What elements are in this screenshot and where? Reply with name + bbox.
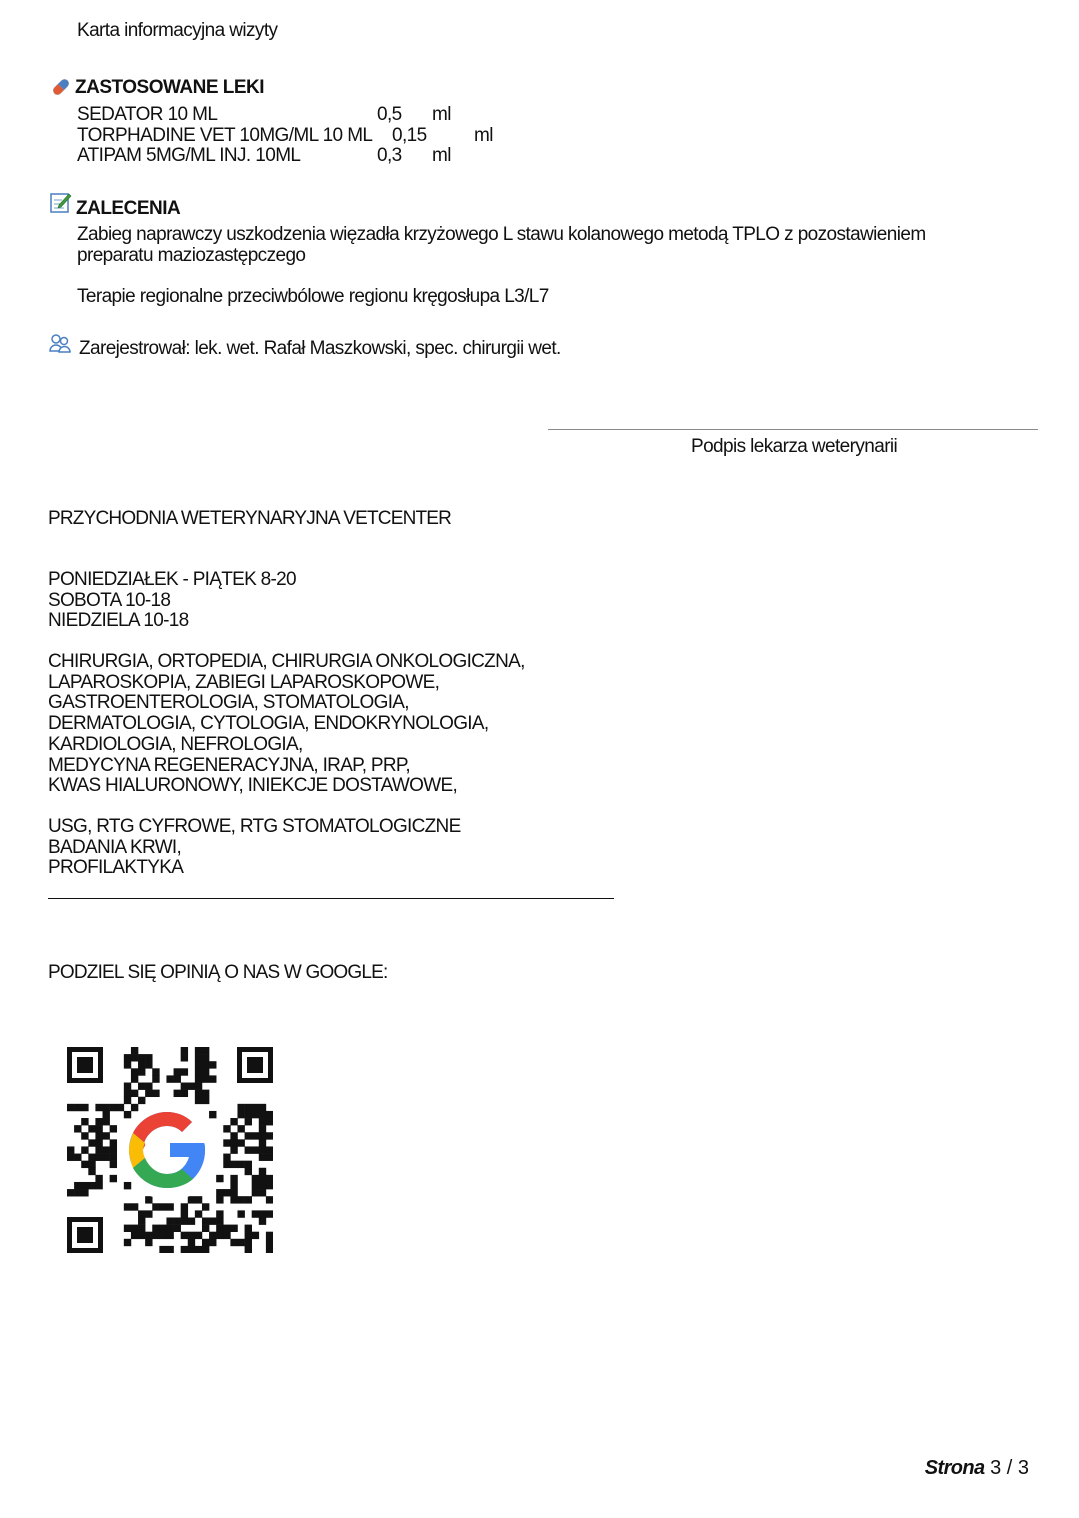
qr-module bbox=[245, 1132, 252, 1139]
qr-module bbox=[67, 1104, 74, 1111]
hours-line: PONIEDZIAŁEK - PIĄTEK 8-20 bbox=[48, 569, 296, 590]
medication-name: SEDATOR 10 ML bbox=[77, 104, 218, 125]
service-line: DERMATOLOGIA, CYTOLOGIA, ENDOKRYNOLOGIA, bbox=[48, 713, 489, 735]
qr-module bbox=[103, 1154, 110, 1161]
qr-module bbox=[166, 1246, 173, 1253]
qr-module bbox=[131, 1075, 138, 1082]
document-title: Karta informacyjna wizyty bbox=[77, 20, 278, 41]
qr-module bbox=[124, 1097, 131, 1104]
qr-code-graphic bbox=[67, 1047, 273, 1253]
qr-module bbox=[131, 1232, 138, 1239]
qr-module bbox=[209, 1239, 216, 1246]
qr-module bbox=[145, 1196, 152, 1203]
qr-module bbox=[223, 1139, 230, 1146]
qr-module bbox=[237, 1125, 244, 1132]
qr-module bbox=[209, 1232, 216, 1239]
qr-module bbox=[259, 1104, 266, 1111]
qr-module bbox=[95, 1154, 102, 1161]
qr-module bbox=[245, 1161, 252, 1168]
qr-module bbox=[131, 1203, 138, 1210]
qr-module bbox=[245, 1225, 252, 1232]
registered-by-text: Zarejestrował: lek. wet. Rafał Maszkowski, spec. chirurgii wet. bbox=[79, 338, 561, 359]
qr-module bbox=[103, 1132, 110, 1139]
qr-module bbox=[166, 1203, 173, 1210]
medication-dose: 0,15 bbox=[392, 125, 427, 146]
qr-module bbox=[152, 1232, 159, 1239]
qr-module bbox=[216, 1225, 223, 1232]
qr-module bbox=[181, 1217, 188, 1224]
qr-module bbox=[266, 1132, 273, 1139]
qr-module bbox=[195, 1075, 202, 1082]
qr-module bbox=[152, 1090, 159, 1097]
qr-module bbox=[188, 1239, 195, 1246]
clinic-services bbox=[48, 652, 525, 797]
qr-module bbox=[202, 1225, 209, 1232]
qr-module bbox=[124, 1054, 131, 1061]
qr-module bbox=[74, 1125, 81, 1132]
qr-module bbox=[252, 1104, 259, 1111]
qr-module bbox=[88, 1161, 95, 1168]
qr-module bbox=[124, 1203, 131, 1210]
qr-module bbox=[181, 1090, 188, 1097]
qr-module bbox=[131, 1090, 138, 1097]
qr-finder bbox=[67, 1217, 103, 1253]
qr-module bbox=[230, 1118, 237, 1125]
qr-module bbox=[81, 1118, 88, 1125]
qr-module bbox=[209, 1061, 216, 1068]
recommendation-line: Terapie regionalne przeciwbólowe regionu kręgosłupa L3/L7 bbox=[77, 286, 549, 307]
qr-module bbox=[259, 1111, 266, 1118]
page-number bbox=[925, 1457, 1029, 1480]
qr-module bbox=[88, 1139, 95, 1146]
review-text: PODZIEL SIĘ OPINIĄ O NAS W GOOGLE: bbox=[48, 962, 388, 983]
qr-module bbox=[202, 1246, 209, 1253]
qr-module bbox=[245, 1239, 252, 1246]
qr-module bbox=[67, 1189, 74, 1196]
qr-finder bbox=[67, 1047, 103, 1083]
google-logo-icon bbox=[120, 1100, 220, 1200]
qr-module bbox=[230, 1225, 237, 1232]
qr-module bbox=[188, 1246, 195, 1253]
qr-module bbox=[145, 1054, 152, 1061]
qr-module bbox=[245, 1232, 252, 1239]
qr-module bbox=[103, 1111, 110, 1118]
qr-module bbox=[245, 1246, 252, 1253]
qr-module bbox=[245, 1168, 252, 1175]
qr-module bbox=[259, 1182, 266, 1189]
qr-module bbox=[152, 1068, 159, 1075]
qr-module bbox=[174, 1075, 181, 1082]
qr-module bbox=[252, 1111, 259, 1118]
signature-label: Podpis lekarza weterynarii bbox=[691, 436, 898, 457]
qr-module bbox=[124, 1182, 131, 1189]
qr-module bbox=[237, 1196, 244, 1203]
google-qr-code-icon[interactable] bbox=[67, 1047, 273, 1253]
qr-module bbox=[202, 1054, 209, 1061]
qr-module bbox=[202, 1075, 209, 1082]
qr-module bbox=[131, 1068, 138, 1075]
qr-module bbox=[124, 1239, 131, 1246]
qr-finder bbox=[237, 1047, 273, 1083]
qr-module bbox=[138, 1232, 145, 1239]
total-pages: 3 bbox=[1017, 1457, 1029, 1479]
qr-module bbox=[67, 1154, 74, 1161]
qr-module bbox=[81, 1104, 88, 1111]
qr-module bbox=[223, 1125, 230, 1132]
qr-module bbox=[181, 1232, 188, 1239]
qr-module bbox=[230, 1239, 237, 1246]
qr-module bbox=[202, 1047, 209, 1054]
qr-module bbox=[188, 1217, 195, 1224]
qr-module bbox=[138, 1068, 145, 1075]
qr-module bbox=[174, 1090, 181, 1097]
qr-module bbox=[195, 1090, 202, 1097]
qr-module bbox=[131, 1104, 138, 1111]
qr-module bbox=[181, 1054, 188, 1061]
qr-module bbox=[195, 1054, 202, 1061]
qr-module bbox=[124, 1083, 131, 1090]
clinic-name: PRZYCHODNIA WETERYNARYJNA VETCENTER bbox=[48, 508, 452, 529]
qr-module bbox=[252, 1146, 259, 1153]
qr-module bbox=[110, 1139, 117, 1146]
service-line: KWAS HIALURONOWY, INIEKCJE DOSTAWOWE, bbox=[48, 775, 458, 797]
qr-module bbox=[188, 1083, 195, 1090]
qr-module bbox=[195, 1232, 202, 1239]
qr-module bbox=[252, 1232, 259, 1239]
qr-module bbox=[259, 1175, 266, 1182]
page-separator: / bbox=[1001, 1457, 1018, 1479]
qr-module bbox=[202, 1097, 209, 1104]
qr-module bbox=[138, 1210, 145, 1217]
qr-module bbox=[166, 1232, 173, 1239]
qr-module bbox=[266, 1232, 273, 1239]
qr-module bbox=[174, 1068, 181, 1075]
qr-module bbox=[166, 1075, 173, 1082]
current-page: 3 bbox=[990, 1457, 1002, 1479]
medication-dose: 0,3 bbox=[377, 145, 402, 166]
qr-module bbox=[195, 1196, 202, 1203]
qr-module bbox=[230, 1161, 237, 1168]
qr-module bbox=[259, 1118, 266, 1125]
qr-module bbox=[216, 1232, 223, 1239]
recommendation-line: preparatu maziozastępczego bbox=[77, 245, 306, 266]
qr-module bbox=[152, 1225, 159, 1232]
qr-module bbox=[252, 1182, 259, 1189]
qr-module bbox=[131, 1225, 138, 1232]
qr-module bbox=[145, 1239, 152, 1246]
qr-module bbox=[216, 1189, 223, 1196]
qr-module bbox=[110, 1154, 117, 1161]
qr-module bbox=[230, 1182, 237, 1189]
qr-module bbox=[230, 1196, 237, 1203]
service-line: MEDYCYNA REGENERACYJNA, IRAP, PRP, bbox=[48, 754, 410, 776]
users-icon bbox=[49, 332, 71, 354]
qr-module bbox=[74, 1104, 81, 1111]
qr-module bbox=[230, 1189, 237, 1196]
qr-module bbox=[223, 1189, 230, 1196]
edit-note-icon bbox=[50, 191, 72, 213]
qr-module bbox=[74, 1182, 81, 1189]
qr-module bbox=[195, 1068, 202, 1075]
qr-module bbox=[266, 1111, 273, 1118]
qr-module bbox=[95, 1104, 102, 1111]
qr-module bbox=[74, 1154, 81, 1161]
qr-module bbox=[202, 1239, 209, 1246]
qr-module bbox=[95, 1132, 102, 1139]
qr-module bbox=[188, 1232, 195, 1239]
qr-module bbox=[259, 1210, 266, 1217]
qr-module bbox=[216, 1175, 223, 1182]
qr-module bbox=[95, 1118, 102, 1125]
qr-module bbox=[195, 1083, 202, 1090]
qr-module bbox=[67, 1146, 74, 1153]
service-line: GASTROENTEROLOGIA, STOMATOLOGIA, bbox=[48, 692, 409, 714]
clinic-hours bbox=[48, 570, 296, 632]
qr-module bbox=[195, 1210, 202, 1217]
qr-module bbox=[266, 1239, 273, 1246]
qr-module bbox=[159, 1225, 166, 1232]
hours-line: SOBOTA 10-18 bbox=[48, 589, 171, 611]
qr-module bbox=[74, 1189, 81, 1196]
qr-module bbox=[259, 1139, 266, 1146]
qr-module bbox=[266, 1175, 273, 1182]
qr-module bbox=[95, 1139, 102, 1146]
service-line: LAPAROSKOPIA, ZABIEGI LAPAROSKOPOWE, bbox=[48, 671, 440, 693]
qr-module bbox=[216, 1210, 223, 1217]
qr-module bbox=[245, 1196, 252, 1203]
qr-module bbox=[131, 1047, 138, 1054]
recommendations-heading: ZALECENIA bbox=[76, 198, 181, 219]
qr-module bbox=[266, 1246, 273, 1253]
qr-module bbox=[138, 1225, 145, 1232]
medication-unit: ml bbox=[474, 125, 493, 146]
recommendation-line: Zabieg naprawczy uszkodzenia więzadła krzyżowego L stawu kolanowego metodą TPLO z pozostawieniem bbox=[77, 224, 926, 245]
qr-module bbox=[266, 1210, 273, 1217]
medication-unit: ml bbox=[432, 145, 451, 166]
qr-module bbox=[230, 1132, 237, 1139]
separator-line bbox=[48, 898, 614, 899]
qr-module bbox=[266, 1196, 273, 1203]
qr-module bbox=[138, 1061, 145, 1068]
qr-module bbox=[259, 1132, 266, 1139]
qr-module bbox=[202, 1068, 209, 1075]
qr-module bbox=[174, 1217, 181, 1224]
qr-module bbox=[223, 1161, 230, 1168]
medication-name: TORPHADINE VET 10MG/ML 10 ML bbox=[77, 125, 373, 146]
qr-module bbox=[181, 1246, 188, 1253]
diagnostics-line: BADANIA KRWI, bbox=[48, 836, 182, 858]
qr-module bbox=[145, 1232, 152, 1239]
qr-module bbox=[174, 1225, 181, 1232]
qr-module bbox=[245, 1118, 252, 1125]
qr-module bbox=[252, 1175, 259, 1182]
qr-module bbox=[181, 1210, 188, 1217]
qr-module bbox=[166, 1217, 173, 1224]
qr-module bbox=[237, 1210, 244, 1217]
diagnostics-line: PROFILAKTYKA bbox=[48, 857, 184, 879]
qr-module bbox=[223, 1154, 230, 1161]
clinic-diagnostics bbox=[48, 817, 461, 879]
qr-module bbox=[237, 1104, 244, 1111]
qr-module bbox=[181, 1083, 188, 1090]
qr-module bbox=[252, 1189, 259, 1196]
medication-unit: ml bbox=[432, 104, 451, 125]
qr-module bbox=[159, 1246, 166, 1253]
qr-module bbox=[138, 1217, 145, 1224]
qr-module bbox=[95, 1125, 102, 1132]
qr-module bbox=[266, 1118, 273, 1125]
qr-module bbox=[88, 1182, 95, 1189]
qr-module bbox=[181, 1047, 188, 1054]
qr-module bbox=[110, 1104, 117, 1111]
qr-module bbox=[252, 1132, 259, 1139]
qr-module bbox=[216, 1217, 223, 1224]
qr-module bbox=[245, 1104, 252, 1111]
qr-module bbox=[124, 1111, 131, 1118]
qr-module bbox=[81, 1161, 88, 1168]
diagnostics-line: USG, RTG CYFROWE, RTG STOMATOLOGICZNE bbox=[48, 816, 461, 837]
qr-module bbox=[152, 1203, 159, 1210]
qr-module bbox=[266, 1182, 273, 1189]
qr-module bbox=[245, 1146, 252, 1153]
qr-module bbox=[103, 1146, 110, 1153]
qr-module bbox=[230, 1146, 237, 1153]
qr-module bbox=[81, 1182, 88, 1189]
qr-module bbox=[259, 1125, 266, 1132]
qr-module bbox=[110, 1146, 117, 1153]
qr-module bbox=[81, 1132, 88, 1139]
qr-module bbox=[202, 1203, 209, 1210]
qr-module bbox=[103, 1104, 110, 1111]
qr-module bbox=[95, 1182, 102, 1189]
qr-module bbox=[202, 1061, 209, 1068]
qr-module bbox=[88, 1154, 95, 1161]
qr-module bbox=[159, 1232, 166, 1239]
qr-module bbox=[181, 1203, 188, 1210]
service-line: KARDIOLOGIA, NEFROLOGIA, bbox=[48, 733, 303, 755]
qr-module bbox=[110, 1125, 117, 1132]
qr-module bbox=[124, 1090, 131, 1097]
medication-dose: 0,5 bbox=[377, 104, 402, 125]
qr-module bbox=[209, 1217, 216, 1224]
qr-module bbox=[266, 1154, 273, 1161]
hours-line: NIEDZIELA 10-18 bbox=[48, 610, 189, 632]
qr-module bbox=[181, 1068, 188, 1075]
qr-module bbox=[103, 1118, 110, 1125]
medications-heading: ZASTOSOWANE LEKI bbox=[75, 77, 265, 98]
qr-module bbox=[195, 1061, 202, 1068]
medication-name: ATIPAM 5MG/ML INJ. 10ML bbox=[77, 145, 301, 166]
qr-module bbox=[159, 1203, 166, 1210]
qr-module bbox=[202, 1217, 209, 1224]
qr-module bbox=[152, 1075, 159, 1082]
qr-module bbox=[138, 1083, 145, 1090]
qr-module bbox=[259, 1189, 266, 1196]
qr-module bbox=[259, 1154, 266, 1161]
qr-module bbox=[237, 1161, 244, 1168]
qr-module bbox=[95, 1175, 102, 1182]
service-line: CHIRURGIA, ORTOPEDIA, CHIRURGIA ONKOLOGICZNA, bbox=[48, 651, 525, 672]
qr-module bbox=[145, 1210, 152, 1217]
qr-module bbox=[145, 1090, 152, 1097]
qr-module bbox=[259, 1217, 266, 1224]
qr-module bbox=[230, 1175, 237, 1182]
qr-module bbox=[237, 1139, 244, 1146]
qr-module bbox=[230, 1139, 237, 1146]
qr-module bbox=[209, 1111, 216, 1118]
qr-module bbox=[145, 1083, 152, 1090]
qr-module bbox=[223, 1232, 230, 1239]
qr-module bbox=[131, 1054, 138, 1061]
qr-module bbox=[216, 1196, 223, 1203]
qr-module bbox=[110, 1175, 117, 1182]
qr-module bbox=[166, 1225, 173, 1232]
qr-module bbox=[259, 1168, 266, 1175]
qr-module bbox=[237, 1111, 244, 1118]
qr-module bbox=[252, 1210, 259, 1217]
qr-module bbox=[138, 1054, 145, 1061]
qr-module bbox=[266, 1146, 273, 1153]
qr-module bbox=[88, 1125, 95, 1132]
qr-module bbox=[195, 1047, 202, 1054]
qr-module bbox=[117, 1104, 124, 1111]
qr-module bbox=[259, 1146, 266, 1153]
qr-module bbox=[124, 1061, 131, 1068]
qr-module bbox=[145, 1061, 152, 1068]
qr-module bbox=[88, 1168, 95, 1175]
qr-module bbox=[223, 1225, 230, 1232]
page-label: Strona bbox=[924, 1457, 985, 1479]
qr-module bbox=[195, 1097, 202, 1104]
qr-module bbox=[81, 1189, 88, 1196]
qr-module bbox=[124, 1225, 131, 1232]
qr-module bbox=[110, 1161, 117, 1168]
pill-icon bbox=[50, 76, 72, 98]
signature-line bbox=[548, 429, 1038, 430]
qr-module bbox=[245, 1111, 252, 1118]
qr-module bbox=[138, 1097, 145, 1104]
qr-module bbox=[209, 1075, 216, 1082]
qr-module bbox=[188, 1196, 195, 1203]
qr-module bbox=[202, 1090, 209, 1097]
qr-module bbox=[195, 1246, 202, 1253]
qr-module bbox=[81, 1146, 88, 1153]
qr-module bbox=[95, 1146, 102, 1153]
qr-module bbox=[237, 1239, 244, 1246]
